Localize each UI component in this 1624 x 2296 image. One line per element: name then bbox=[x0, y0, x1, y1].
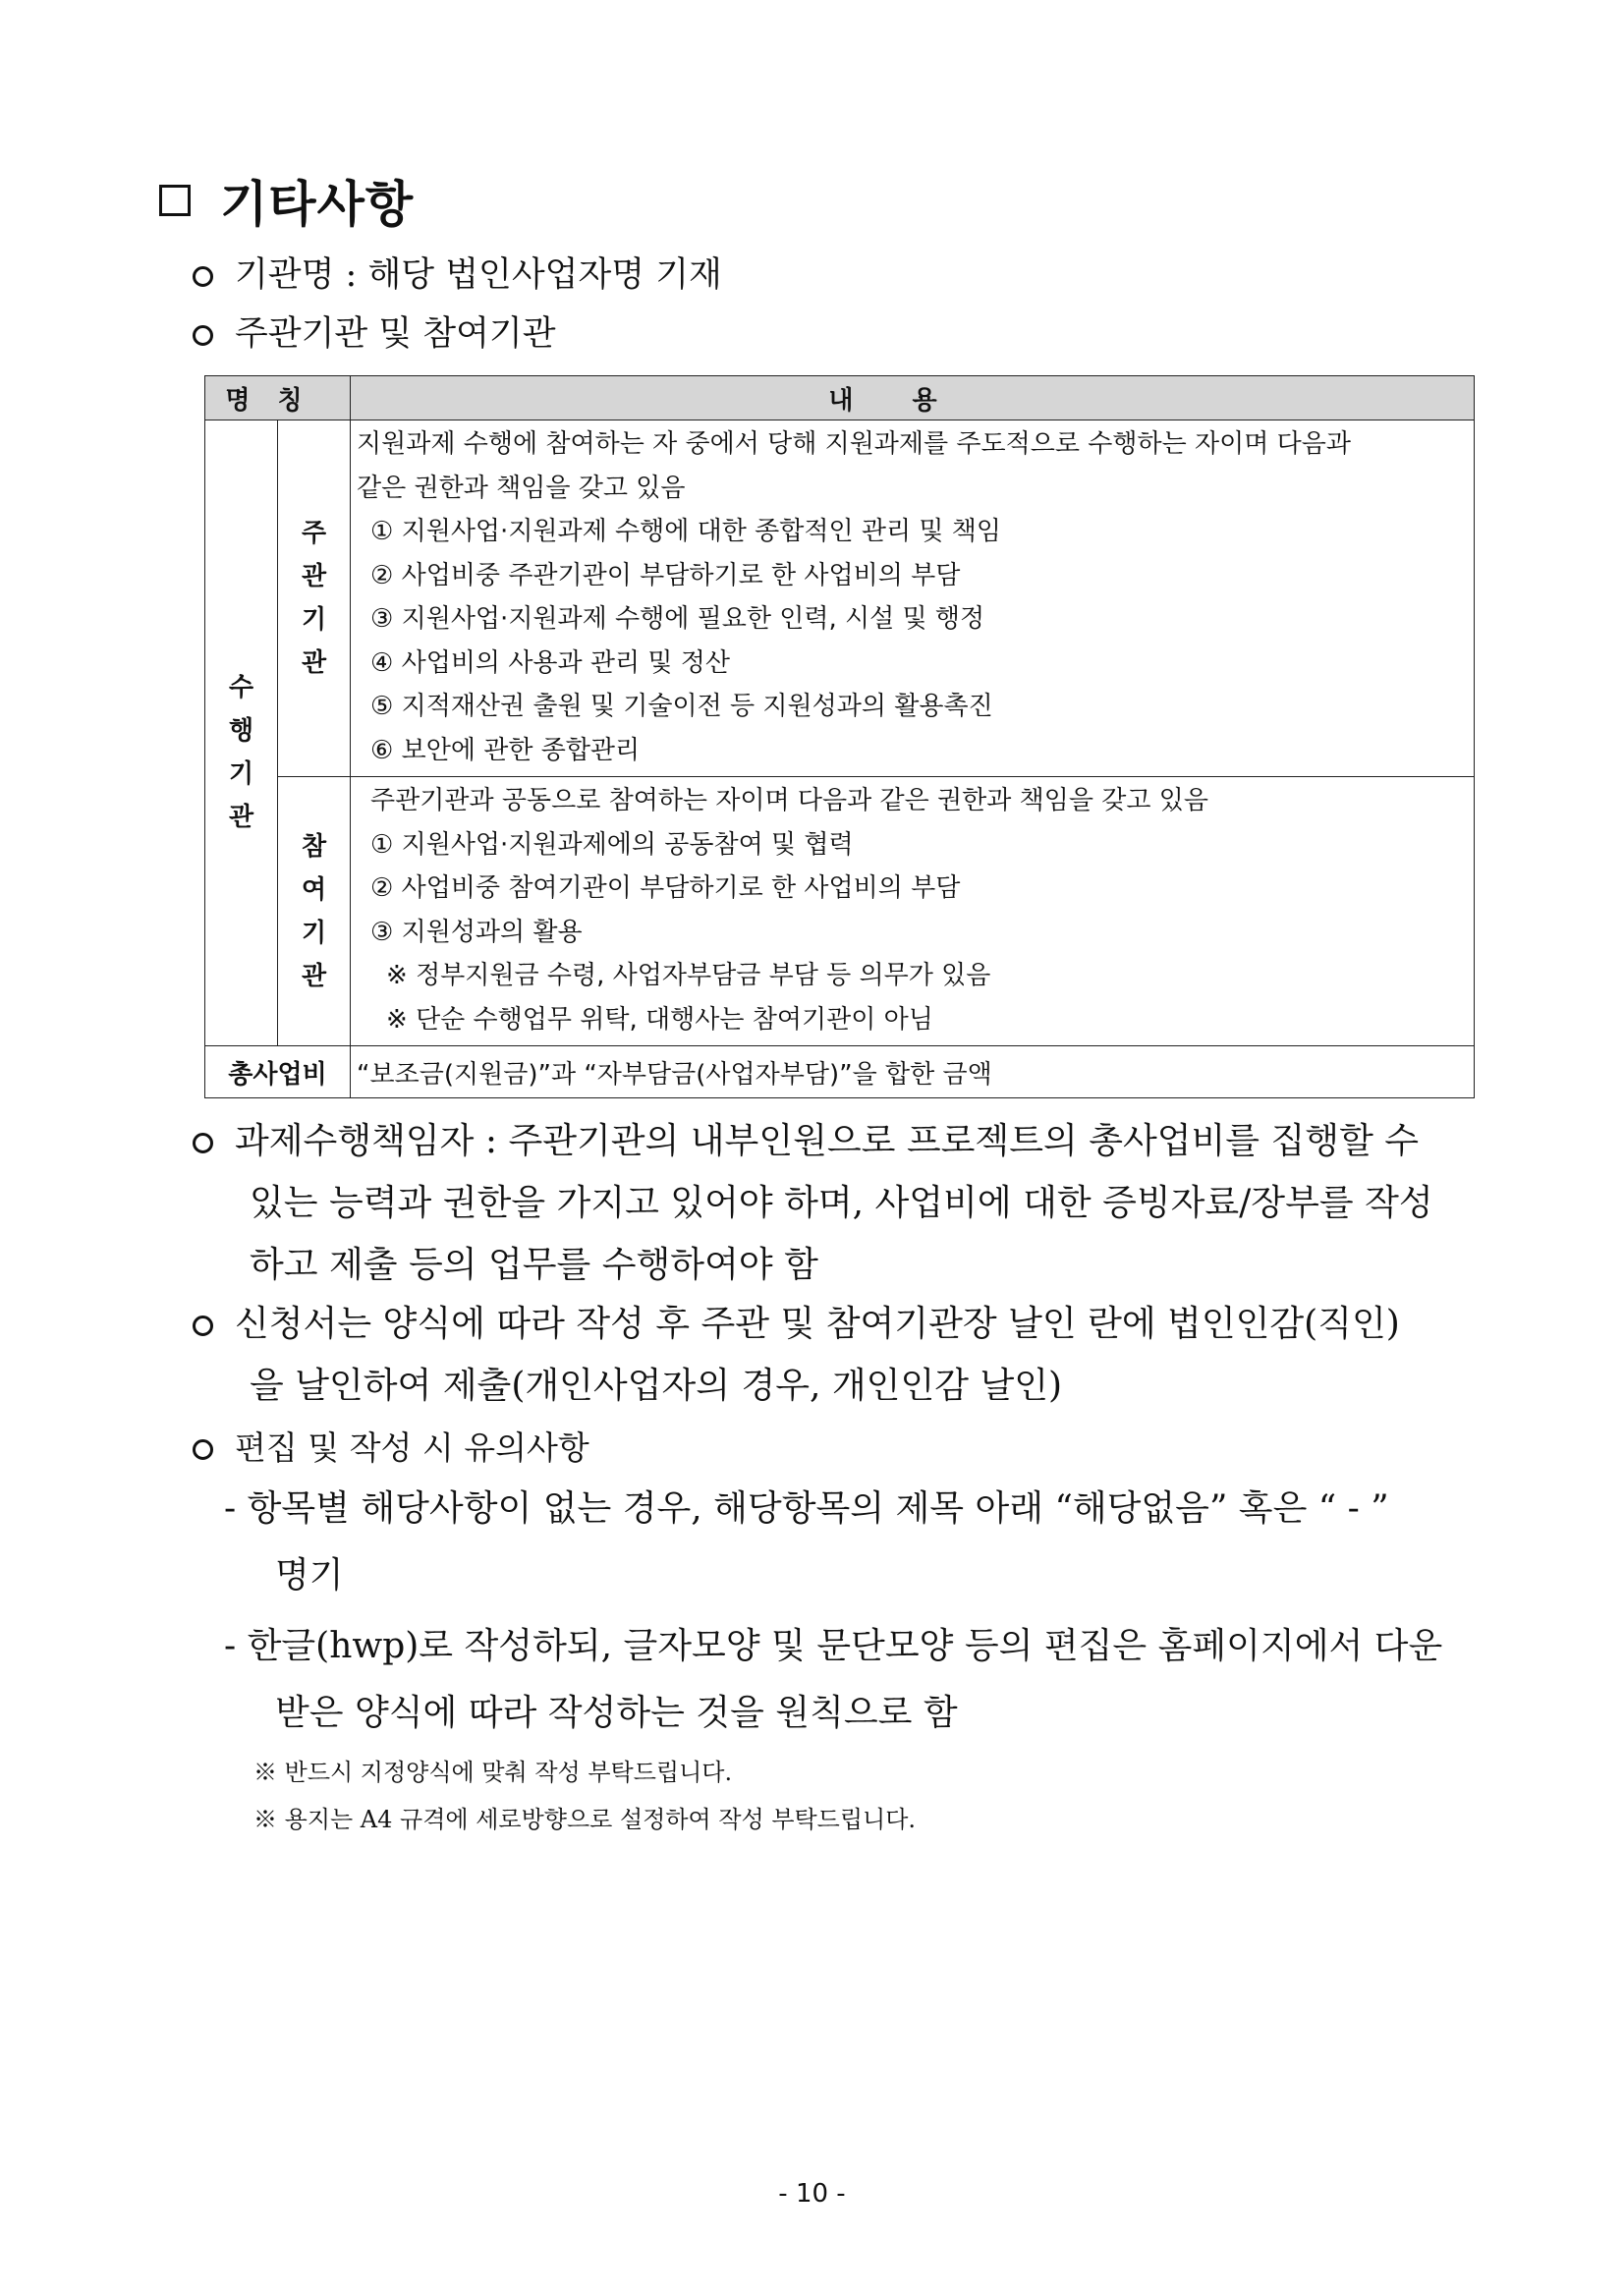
header-content-cell: 내용 bbox=[351, 376, 1475, 420]
lead-line: 같은 권한과 책임을 갖고 있음 bbox=[357, 473, 686, 503]
lead-line: ① 지원사업·지원과제 수행에 대한 종합적인 관리 및 책임 bbox=[370, 517, 1001, 546]
manager-line: 하고 제출 등의 업무를 수행하여야 함 bbox=[250, 1245, 818, 1285]
dash2-line: - 한글(hwp)로 작성하되, 글자모양 및 문단모양 등의 편집은 홈페이지에서 다운 bbox=[224, 1626, 1443, 1666]
manager-line: 과제수행책임자 : 주관기관의 내부인원으로 프로젝트의 총사업비를 집행할 수 bbox=[235, 1121, 1420, 1161]
table-row-participant bbox=[205, 777, 1475, 1046]
circle-bullet-icon bbox=[193, 1439, 213, 1460]
dash-item-none bbox=[224, 1476, 1389, 1609]
bullet-org-types-text: 주관기관 및 참여기관 bbox=[235, 314, 556, 354]
org-roles-table bbox=[204, 375, 1475, 1098]
participant-line: ② 사업비중 참여기관이 부담하기로 한 사업비의 부담 bbox=[370, 873, 961, 903]
dash1-line: 명기 bbox=[275, 1555, 344, 1596]
circle-bullet-icon bbox=[193, 1133, 213, 1153]
note-format: ※ 반드시 지정양식에 맞춰 작성 부탁드립니다. bbox=[253, 1759, 733, 1786]
bullet-org-name-text: 기관명 : 해당 법인사업자명 기재 bbox=[235, 255, 722, 295]
editing-title-text: 편집 및 작성 시 유의사항 bbox=[235, 1428, 589, 1467]
section-title-text: 기타사항 bbox=[220, 176, 415, 233]
dash-item-hwp bbox=[224, 1613, 1442, 1747]
lead-line: ② 사업비중 주관기관이 부담하기로 한 사업비의 부담 bbox=[370, 560, 961, 590]
participant-line: ① 지원사업·지원과제에의 공동참여 및 협력 bbox=[370, 829, 854, 860]
lead-content-cell bbox=[351, 420, 1475, 777]
paragraph-manager bbox=[193, 1110, 1489, 1296]
table-row-total bbox=[205, 1046, 1475, 1098]
circle-bullet-icon bbox=[193, 1316, 213, 1336]
circle-bullet-icon bbox=[193, 266, 213, 287]
lead-line: 지원과제 수행에 참여하는 자 중에서 당해 지원과제를 주도적으로 수행하는 자이며 다음과 bbox=[357, 429, 1351, 459]
participant-label-cell: 참 여 기 관 bbox=[278, 777, 351, 1046]
checkbox-square-icon bbox=[159, 185, 191, 216]
lead-line: ③ 지원사업·지원과제 수행에 필요한 인력, 시설 및 행정 bbox=[370, 604, 985, 634]
application-line: 신청서는 양식에 따라 작성 후 주관 및 참여기관장 날인 란에 법인인감(직인) bbox=[235, 1304, 1400, 1344]
lead-line: ⑥ 보안에 관한 종합관리 bbox=[370, 735, 641, 765]
lead-line: ⑤ 지적재산권 출원 및 기술이전 등 지원성과의 활용촉진 bbox=[370, 692, 993, 721]
circle-bullet-icon bbox=[193, 325, 213, 346]
bullet-org-name bbox=[193, 248, 722, 297]
participant-line: ※ 정부지원금 수령, 사업자부담금 부담 등 의무가 있음 bbox=[386, 961, 991, 990]
page-number: - 10 - bbox=[778, 2179, 846, 2209]
section-heading bbox=[159, 165, 414, 236]
header-name-cell: 명칭 bbox=[205, 376, 351, 420]
bullet-org-types bbox=[193, 307, 556, 356]
total-label-cell: 총사업비 bbox=[205, 1046, 351, 1098]
bullet-editing bbox=[193, 1423, 589, 1469]
paragraph-application bbox=[193, 1293, 1489, 1417]
lead-label-cell: 주 관 기 관 bbox=[278, 420, 351, 777]
dash1-line: - 항목별 해당사항이 없는 경우, 해당항목의 제목 아래 “해당없음” 혹은 “ - ” bbox=[224, 1488, 1389, 1529]
dash2-line: 받은 양식에 따라 작성하는 것을 원칙으로 함 bbox=[275, 1693, 958, 1733]
participant-line: 주관기관과 공동으로 참여하는 자이며 다음과 같은 권한과 책임을 갖고 있음 bbox=[370, 786, 1208, 815]
note-paper: ※ 용지는 A4 규격에 세로방향으로 설정하여 작성 부탁드립니다. bbox=[253, 1806, 917, 1833]
participant-line: ※ 단순 수행업무 위탁, 대행사는 참여기관이 아님 bbox=[386, 1004, 933, 1035]
application-line: 을 날인하여 제출(개인사업자의 경우, 개인인감 날인) bbox=[250, 1366, 1063, 1406]
table-header-row bbox=[205, 376, 1475, 420]
participant-content-cell bbox=[351, 777, 1475, 1046]
table-row-lead bbox=[205, 420, 1475, 777]
group-label-cell: 수 행 기 관 bbox=[205, 420, 278, 1046]
manager-line: 있는 능력과 권한을 가지고 있어야 하며, 사업비에 대한 증빙자료/장부를 작성 bbox=[250, 1183, 1433, 1223]
total-value-cell: “보조금(지원금)”과 “자부담금(사업자부담)”을 합한 금액 bbox=[351, 1046, 1475, 1098]
lead-line: ④ 사업비의 사용과 관리 및 정산 bbox=[370, 647, 731, 678]
participant-line: ③ 지원성과의 활용 bbox=[370, 917, 583, 947]
